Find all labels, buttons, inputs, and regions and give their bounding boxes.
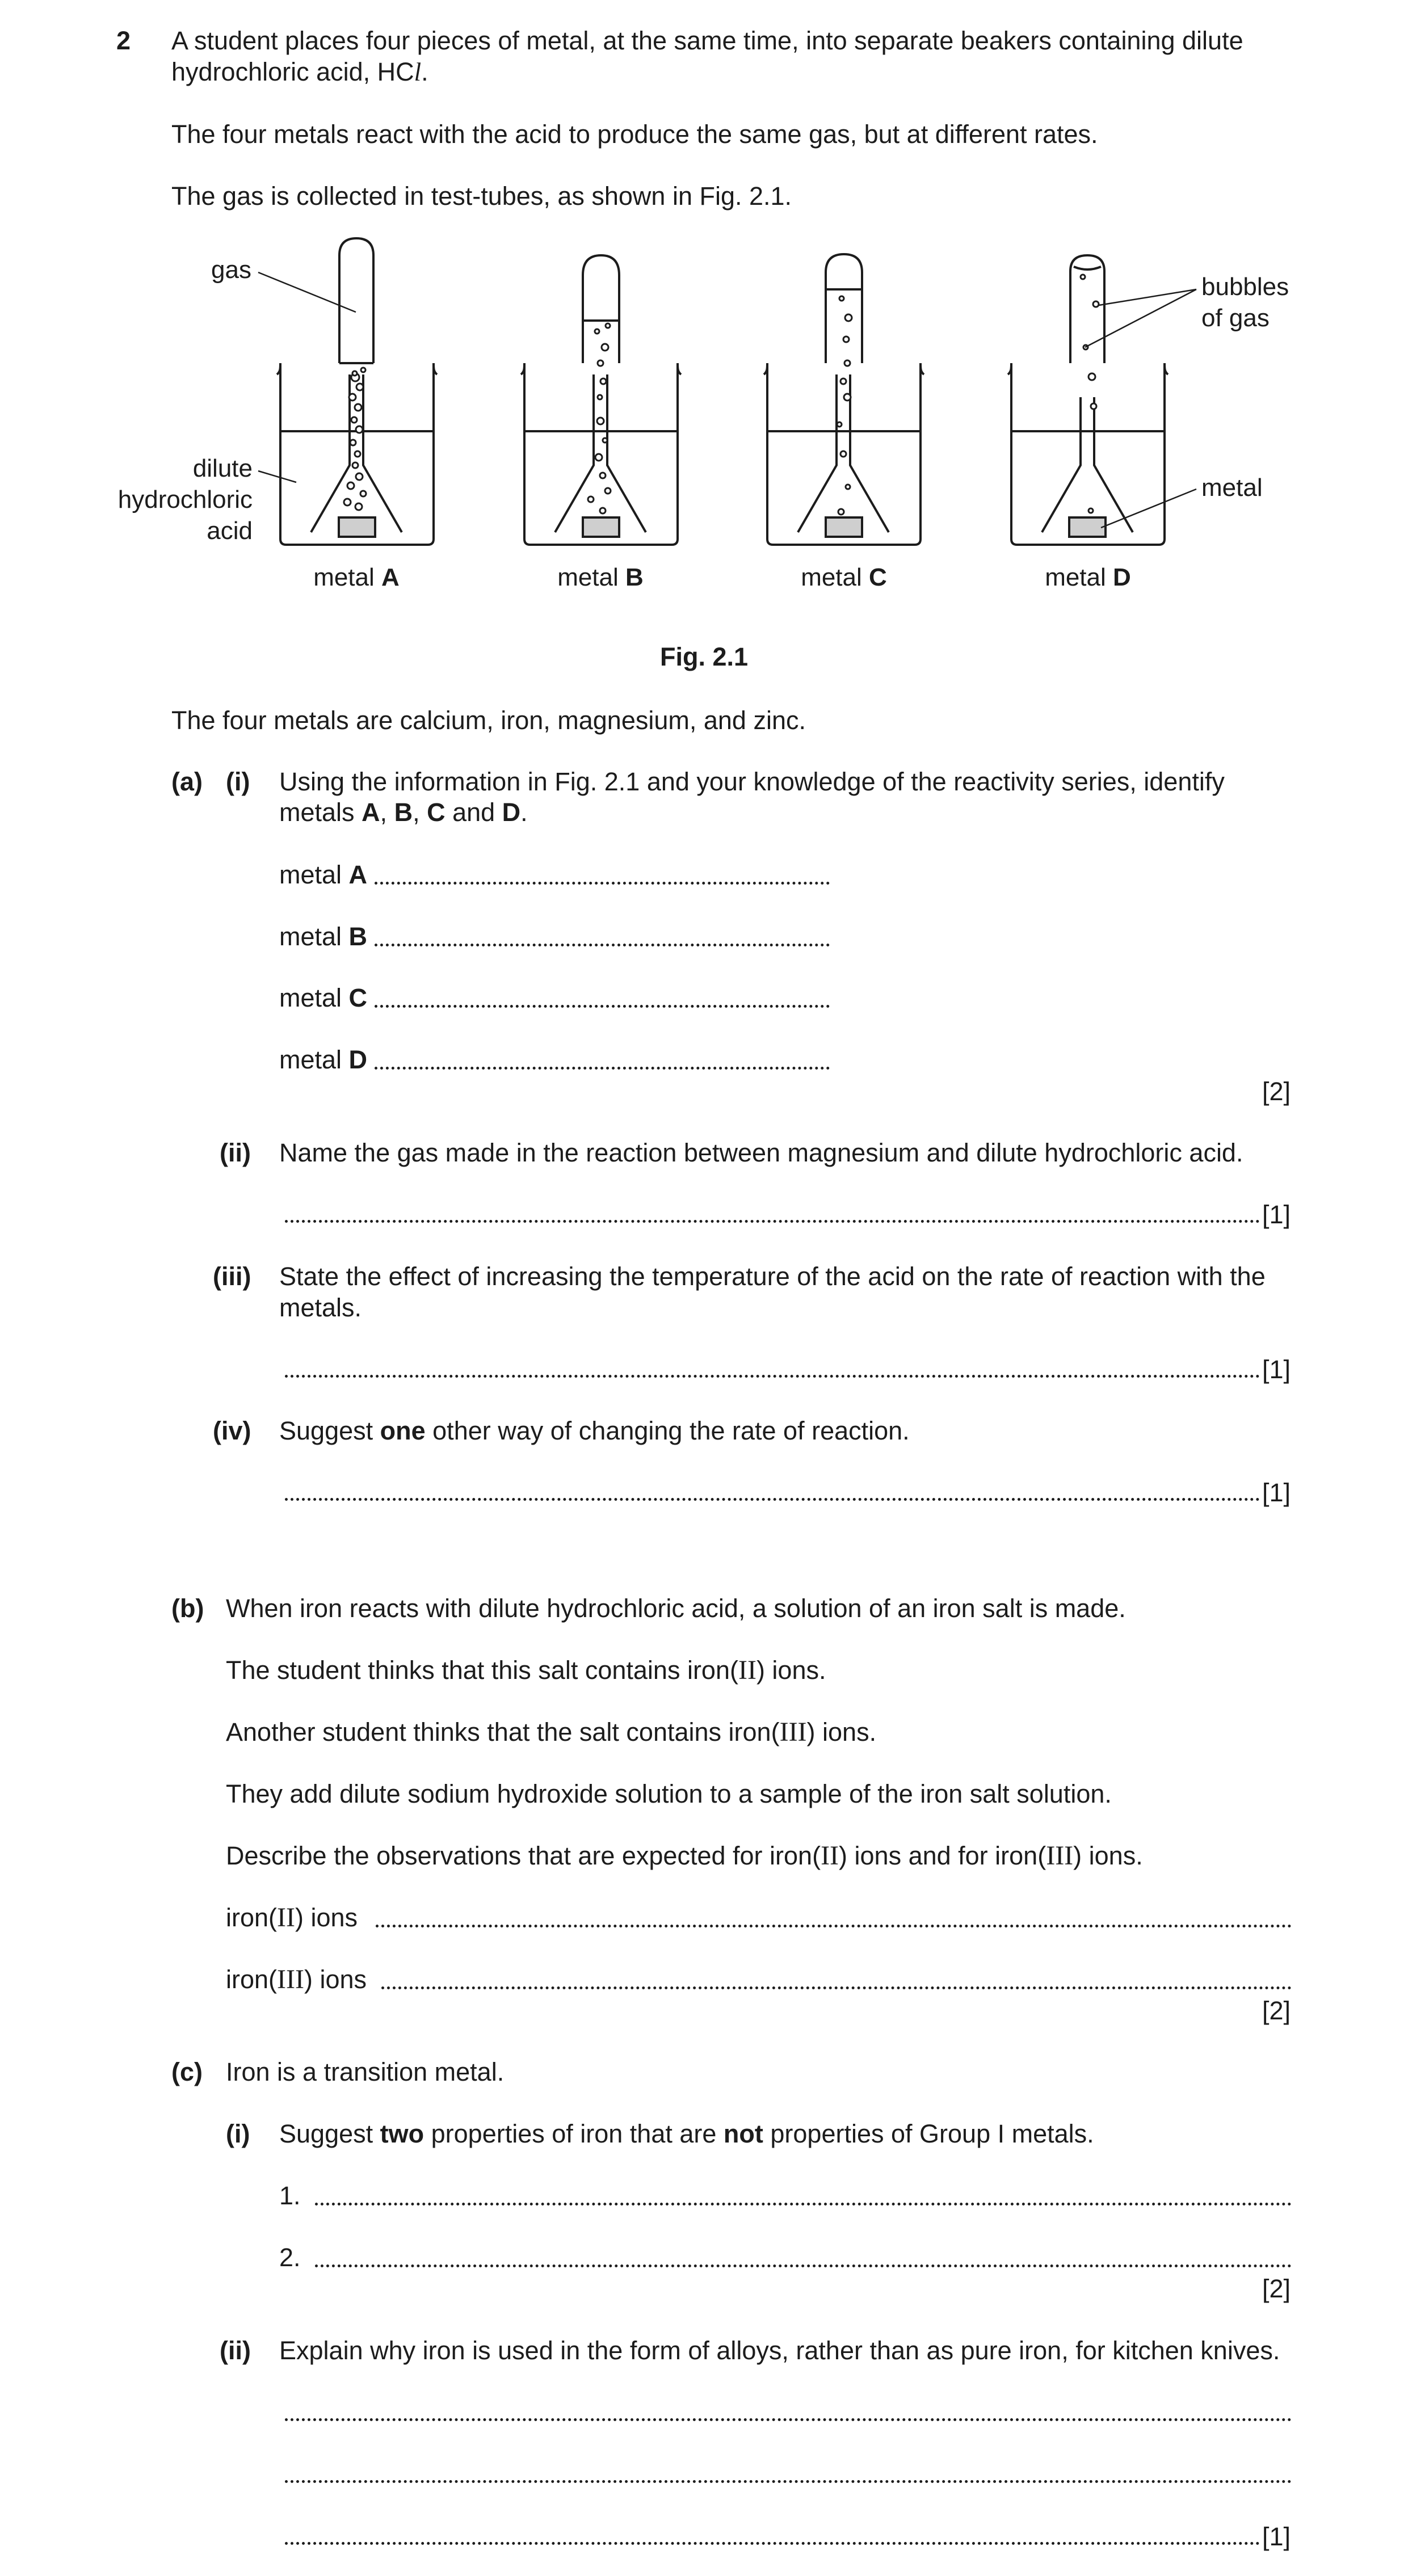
gas-bubbles <box>344 275 1099 515</box>
answer-line-iron-iii[interactable] <box>381 1986 1292 1989</box>
part-a-iv-mark: [1] <box>1262 1478 1291 1507</box>
metal-word: metal <box>279 922 349 951</box>
part-b-mark: [2] <box>1262 1996 1291 2025</box>
part-b-p3 <box>226 1716 876 1748</box>
part-a-i-letter-b: B <box>394 798 413 827</box>
part-a-iii-text-1 <box>279 1261 1292 1292</box>
part-a-ii-label: (ii) <box>220 1138 251 1167</box>
intro-text-1: A student places four pieces of metal, at the same time, into separate beakers containing dilute <box>171 26 1243 55</box>
p3-pre: Another student thinks that the salt contains iron( <box>226 1718 780 1746</box>
part-c-ii-text: Explain why iron is used in the form of alloys, rather than as pure iron, for kitchen knives. <box>279 2336 1280 2365</box>
answer-label-metal-c <box>279 982 367 1013</box>
label-gas: gas <box>211 256 251 284</box>
beaker-label-c: metal C <box>801 563 887 591</box>
metal-word: metal <box>279 983 349 1012</box>
answer-line-a-iv[interactable] <box>285 1498 1260 1501</box>
answer-line-metal-d[interactable] <box>375 1067 830 1070</box>
metal-letter: D <box>348 1045 368 1074</box>
label-bubbles-1: bubbles <box>1201 273 1289 301</box>
answer-line-iron-ii[interactable] <box>376 1925 1292 1927</box>
answer-label-metal-a <box>279 859 367 890</box>
beaker-label-b: metal B <box>557 563 644 591</box>
label-acid-1: dilute <box>192 454 253 482</box>
part-c-ii-label: (ii) <box>220 2336 251 2365</box>
sep-1: , <box>380 798 394 827</box>
part-a-i-letter-d: D <box>502 798 521 827</box>
answer-line-c-ii-1[interactable] <box>285 2418 1292 2421</box>
part-c-i-number-1: 1. <box>279 2181 301 2210</box>
part-b-answer-label-iii <box>226 1964 367 1995</box>
part-b-label: (b) <box>171 1594 204 1623</box>
answer-label-metal-b <box>279 921 367 952</box>
part-a-i-letter-c: C <box>427 798 445 827</box>
part-c-label: (c) <box>171 2057 203 2086</box>
beaker-d <box>1008 255 1168 545</box>
label-metal: metal <box>1201 474 1263 502</box>
intro-paragraph-3: The gas is collected in test-tubes, as shown in Fig. 2.1. <box>171 182 792 211</box>
part-a-i-text-1-content: Using the information in Fig. 2.1 and your knowledge of the reactivity series, identify <box>279 767 1225 796</box>
part-a-iv-text <box>279 1415 910 1446</box>
p5-a: Describe the observations that are expected for iron( <box>226 1841 821 1870</box>
metal-letter: B <box>348 922 368 951</box>
beaker-a <box>277 238 437 545</box>
part-a-iii-text-2: metals. <box>279 1293 362 1322</box>
iv-text-post: other way of changing the rate of reaction. <box>425 1416 910 1445</box>
ans2-roman: III <box>277 1964 304 1994</box>
part-c-i-mark: [2] <box>1262 2274 1291 2303</box>
part-a-i-metals-word: metals <box>279 798 362 827</box>
part-a-ii-mark: [1] <box>1262 1200 1291 1229</box>
metal-letter: A <box>348 860 368 889</box>
sep-3: and <box>445 798 502 827</box>
part-c-intro: Iron is a transition metal. <box>226 2057 505 2086</box>
part-b-p5 <box>226 1840 1143 1871</box>
answer-line-c-i-1[interactable] <box>315 2203 1292 2205</box>
figure-caption: Fig. 2.1 <box>660 642 749 671</box>
iv-text-bold: one <box>380 1416 426 1445</box>
p2-pre: The student thinks that this salt contains iron( <box>226 1656 738 1685</box>
metal-word: metal <box>279 1045 349 1074</box>
part-a-iii-text-1-content: State the effect of increasing the temperature of the acid on the rate of reaction with the <box>279 1262 1266 1291</box>
metal-letter: C <box>348 983 368 1012</box>
ans1-post: ) ions <box>295 1903 358 1932</box>
intro-text-2: hydrochloric acid, HC <box>171 57 414 86</box>
intro-period: . <box>421 57 428 86</box>
p5-roman-2: III <box>1046 1841 1074 1871</box>
part-a-i-letter-a: A <box>362 798 380 827</box>
part-b-answer-label-ii <box>226 1902 358 1933</box>
part-a-ii-text: Name the gas made in the reaction between magnesium and dilute hydrochloric acid. <box>279 1138 1243 1167</box>
part-a-iii-label: (iii) <box>213 1262 251 1291</box>
label-acid-3: acid <box>207 517 253 545</box>
p5-b: ) ions and for iron( <box>839 1841 1046 1870</box>
part-a-i-text-2 <box>279 797 528 828</box>
part-c-i-number-2: 2. <box>279 2243 301 2272</box>
end-period: . <box>520 798 528 827</box>
ans2-pre: iron( <box>226 1965 278 1994</box>
metals-sentence: The four metals are calcium, iron, magnesium, and zinc. <box>171 706 806 735</box>
p5-roman-1: II <box>821 1841 839 1871</box>
part-c-i-text <box>279 2118 1094 2149</box>
answer-line-c-ii-3[interactable] <box>285 2542 1260 2545</box>
label-acid-2: hydrochloric <box>117 486 253 513</box>
part-a-iv-label: (iv) <box>213 1416 251 1445</box>
p2-post: ) ions. <box>756 1656 826 1685</box>
part-b-p2 <box>226 1655 826 1686</box>
c-i-t4: not <box>723 2119 763 2148</box>
part-a-iii-mark: [1] <box>1262 1355 1291 1384</box>
c-i-t3: properties of iron that are <box>424 2119 724 2148</box>
ans2-post: ) ions <box>304 1965 367 1994</box>
question-number: 2 <box>116 26 131 55</box>
part-b-p4: They add dilute sodium hydroxide solution to a sample of the iron salt solution. <box>226 1779 1112 1808</box>
part-a-i-label: (i) <box>226 767 250 796</box>
sep-2: , <box>413 798 427 827</box>
intro-paragraph-2: The four metals react with the acid to produce the same gas, but at different rates. <box>171 120 1098 149</box>
ans1-pre: iron( <box>226 1903 278 1932</box>
answer-line-a-ii[interactable] <box>285 1220 1260 1223</box>
answer-line-a-iii[interactable] <box>285 1375 1260 1378</box>
part-c-ii-mark: [1] <box>1262 2522 1291 2551</box>
answer-line-metal-c[interactable] <box>375 1005 830 1008</box>
answer-line-c-ii-2[interactable] <box>285 2480 1292 2483</box>
answer-line-metal-b[interactable] <box>375 944 830 946</box>
part-b-p1: When iron reacts with dilute hydrochloric acid, a solution of an iron salt is made. <box>226 1594 1126 1623</box>
answer-line-metal-a[interactable] <box>375 882 830 885</box>
part-a-label: (a) <box>171 767 203 796</box>
p5-c: ) ions. <box>1073 1841 1143 1870</box>
answer-label-metal-d <box>279 1044 367 1075</box>
ans1-roman: II <box>277 1902 295 1933</box>
part-c-i-label: (i) <box>226 2119 250 2148</box>
part-a-i-mark: [2] <box>1262 1077 1291 1106</box>
beaker-label-d: metal D <box>1045 563 1131 591</box>
answer-line-c-i-2[interactable] <box>315 2264 1292 2267</box>
part-a-i-text-1 <box>279 766 1292 797</box>
figure-2-1-diagram <box>0 0 1408 624</box>
c-i-t1: Suggest <box>279 2119 380 2148</box>
iv-text-pre: Suggest <box>279 1416 380 1445</box>
c-i-t2: two <box>380 2119 424 2148</box>
beaker-label-a: metal A <box>313 563 400 591</box>
leader-lines <box>258 272 1196 528</box>
c-i-t5: properties of Group I metals. <box>763 2119 1094 2148</box>
p3-roman: III <box>779 1717 807 1747</box>
intro-italic-l: l <box>414 58 422 86</box>
label-bubbles-2: of gas <box>1201 304 1270 332</box>
metal-word: metal <box>279 860 349 889</box>
p3-post: ) ions. <box>806 1718 877 1746</box>
p2-roman: II <box>738 1655 756 1685</box>
